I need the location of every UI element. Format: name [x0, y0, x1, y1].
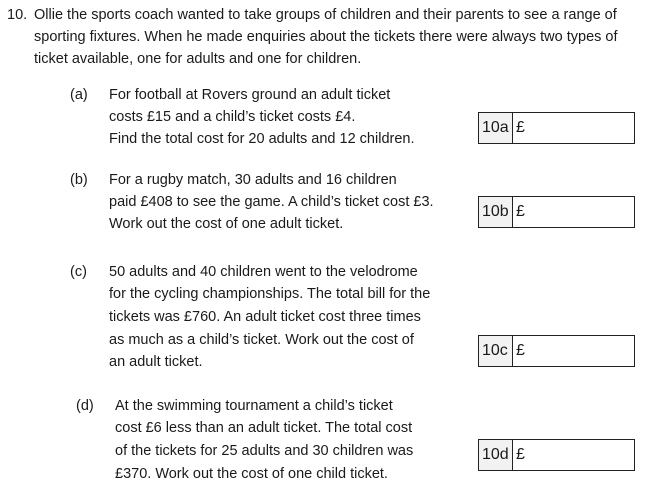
answer-input-10d[interactable] — [525, 440, 634, 470]
answer-box-10c — [478, 335, 635, 367]
part-text-line: tickets was £760. An adult ticket cost three times — [109, 309, 421, 325]
currency-symbol: £ — [516, 342, 525, 359]
part-text-line: paid £408 to see the game. A child’s ticket cost £3. — [109, 194, 434, 210]
part-label: (b) — [70, 172, 88, 188]
part-text-line: For football at Rovers ground an adult ticket — [109, 87, 391, 103]
intro-line: sporting fixtures. When he made enquiries about the tickets there were always two types of — [34, 29, 618, 45]
part-text-line: for the cycling championships. The total bill for the — [109, 286, 431, 302]
part-text-line: an adult ticket. — [109, 354, 203, 370]
part-text-line: For a rugby match, 30 adults and 16 children — [109, 172, 397, 188]
part-text-line: £370. Work out the cost of one child ticket. — [115, 466, 388, 482]
part-text-line: cost £6 less than an adult ticket. The total cost — [115, 420, 413, 436]
intro-line: Ollie the sports coach wanted to take groups of children and their parents to see a range of — [34, 7, 617, 23]
part-text-line: costs £15 and a child’s ticket costs £4. — [109, 109, 356, 125]
part-text-line: of the tickets for 25 adults and 30 children was — [115, 443, 414, 459]
answer-input-10b[interactable] — [525, 197, 634, 227]
currency-symbol: £ — [516, 203, 525, 220]
part-text-line: 50 adults and 40 children went to the velodrome — [109, 264, 418, 280]
answer-tag: 10b — [479, 197, 513, 227]
part-text-line: as much as a child’s ticket. Work out the cost of — [109, 332, 414, 348]
answer-box-10a — [478, 112, 635, 144]
currency-symbol: £ — [516, 119, 525, 136]
answer-box-10b — [478, 196, 635, 228]
answer-tag: 10c — [479, 336, 513, 366]
part-label: (d) — [76, 398, 94, 414]
answer-input-10c[interactable] — [525, 336, 634, 366]
answer-input-10a[interactable] — [525, 113, 634, 143]
part-label: (c) — [70, 264, 87, 280]
part-label: (a) — [70, 87, 88, 103]
currency-symbol: £ — [516, 446, 525, 463]
answer-tag: 10d — [479, 440, 513, 470]
question-number: 10. — [7, 7, 28, 23]
part-text-line: Work out the cost of one adult ticket. — [109, 216, 344, 232]
intro-line: ticket available, one for adults and one for children. — [34, 51, 362, 67]
part-text-line: At the swimming tournament a child’s ticket — [115, 398, 393, 414]
part-text-line: Find the total cost for 20 adults and 12 children. — [109, 131, 415, 147]
answer-tag: 10a — [479, 113, 513, 143]
answer-box-10d — [478, 439, 635, 471]
